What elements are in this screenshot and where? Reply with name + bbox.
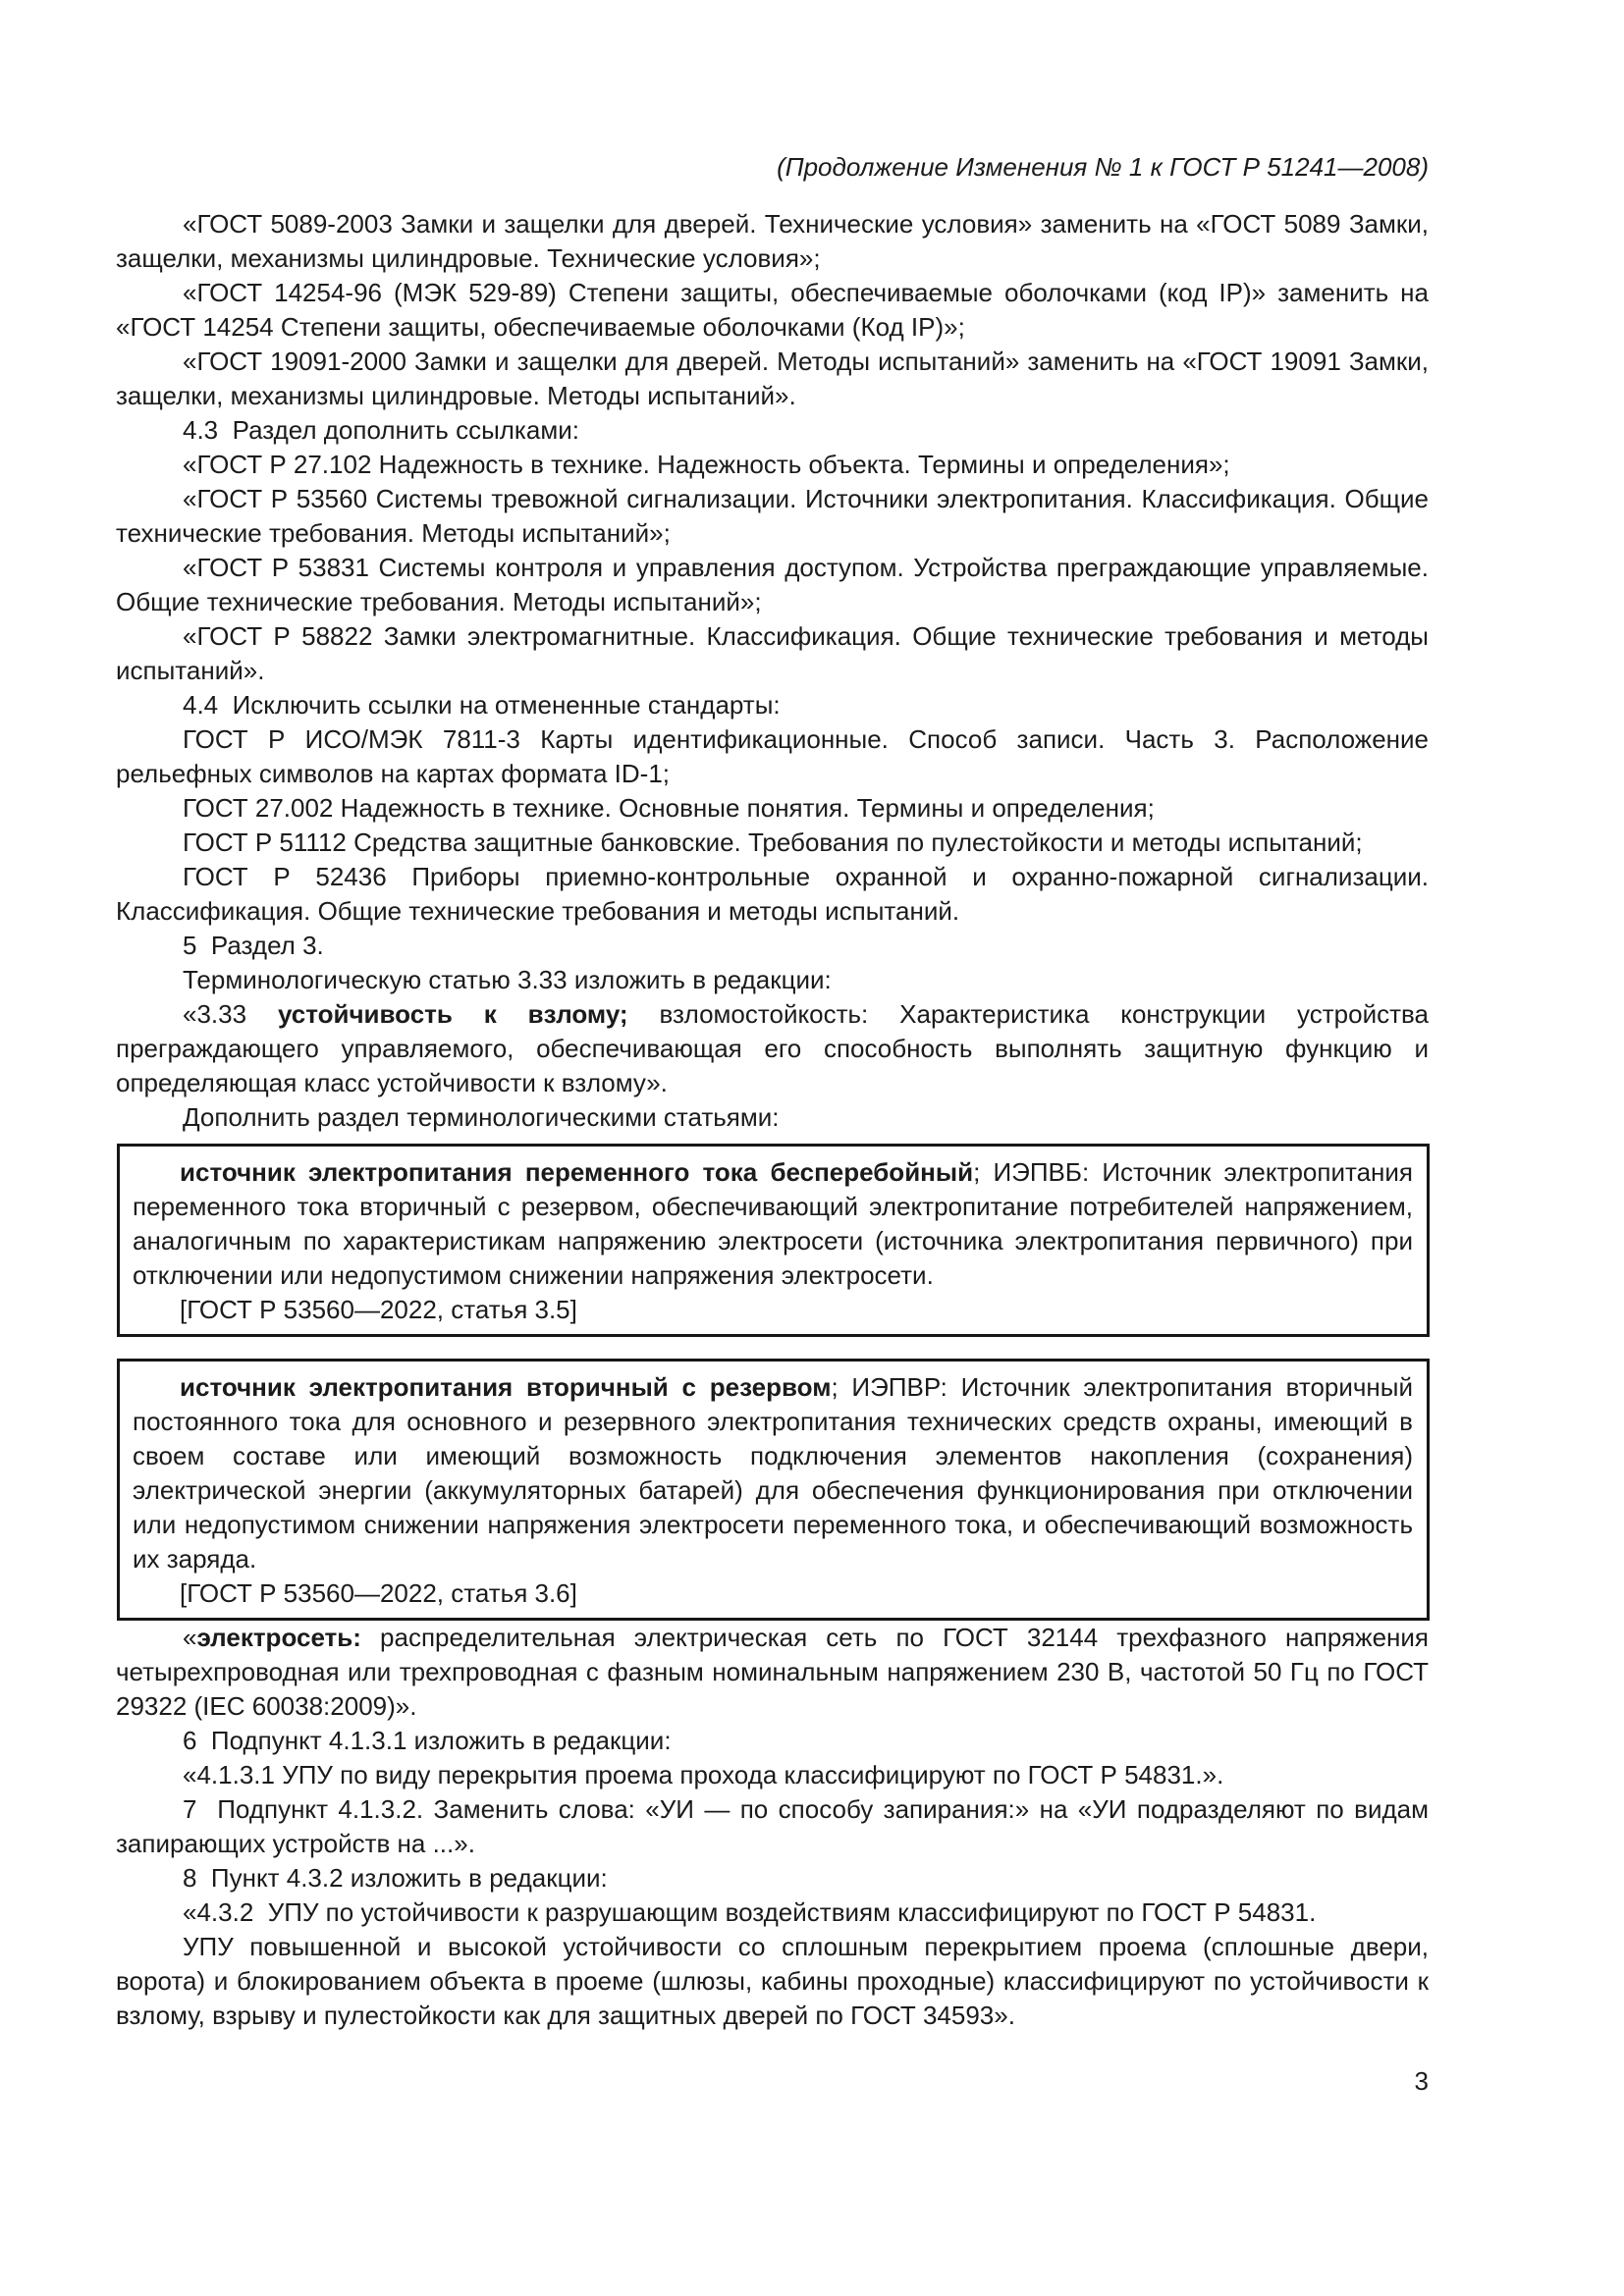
text-run: ГОСТ Р 52436 Приборы приемно-контрольные охранной и охранно-пожарной сигнализации. Классификация. Общие технические требования и методы испытаний. [116, 862, 1429, 926]
document-body [116, 207, 1429, 2033]
term-box-paragraph [133, 1155, 1413, 1293]
bold-term: источник электропитания переменного тока бесперебойный [180, 1157, 974, 1187]
paragraph-gost-r-58822 [116, 619, 1429, 688]
paragraph-gost-27-002 [116, 791, 1429, 826]
text-run: 4.3 Раздел дополнить ссылками: [183, 415, 579, 445]
text-run: 8 Пункт 4.3.2 изложить в редакции: [183, 1863, 608, 1893]
clause-7 [116, 1792, 1429, 1861]
paragraph-gost-14254 [116, 276, 1429, 345]
term-box-iepvr [117, 1359, 1430, 1621]
term-box-paragraph [133, 1576, 1413, 1611]
term-box-paragraph [133, 1293, 1413, 1327]
page-number: 3 [1414, 2066, 1429, 2096]
text-run: [ГОСТ Р 53560—2022, статья 3.5] [180, 1295, 577, 1324]
text-run: распределительная электрическая сеть по ГОСТ 32144 трехфазного напряжения четырехпроводная или трехпроводная с фазным номинальным напряжением 230 В, частотой 50 Гц по ГОСТ 29322 (IEC 60038:2009)». [116, 1623, 1429, 1721]
text-run: ; ИЭПВБ: Источник электропитания переменного тока вторичный с резервом, обеспечивающий электропитание потребителей напряжением, аналогичным по характеристикам напряжению электросети (источника электропитания первичного) при отключении или недопустимом снижении напряжения электросети. [133, 1157, 1413, 1290]
text-run: «ГОСТ 5089-2003 Замки и защелки для дверей. Технические условия» заменить на «ГОСТ 5089 Замки, защелки, механизмы цилиндровые. Технические условия»; [116, 209, 1429, 273]
clause-5 [116, 929, 1429, 963]
text-run: Дополнить раздел терминологическими статьями: [183, 1102, 780, 1132]
bold-term: источник электропитания вторичный с резервом [180, 1372, 832, 1402]
paragraph-gost-19091 [116, 345, 1429, 413]
text-run: «ГОСТ 14254-96 (МЭК 529-89) Степени защиты, обеспечиваемые оболочками (код IP)» заменить на «ГОСТ 14254 Степени защиты, обеспечиваемые оболочками (Код IP)»; [116, 278, 1429, 342]
paragraph-gost-5089 [116, 207, 1429, 276]
text-run: «3.33 [183, 999, 278, 1029]
text-run: ГОСТ Р 51112 Средства защитные банковские. Требования по пулестойкости и методы испытаний; [183, 828, 1363, 857]
term-box-paragraph [133, 1370, 1413, 1576]
text-run: 4.4 Исключить ссылки на отмененные стандарты: [183, 690, 781, 720]
clause-8 [116, 1861, 1429, 1896]
paragraph-gost-r-52436 [116, 860, 1429, 929]
paragraph-electroset [116, 1621, 1429, 1724]
bold-term: электросеть: [196, 1623, 361, 1652]
paragraph-add-terms-intro [116, 1100, 1429, 1135]
text-run: «ГОСТ Р 58822 Замки электромагнитные. Классификация. Общие технические требования и методы испытаний». [116, 621, 1429, 685]
text-run: 7 Подпункт 4.1.3.2. Заменить слова: «УИ — по способу запирания:» на «УИ подразделяют по видам запирающих устройств на ...». [116, 1794, 1429, 1858]
paragraph-gost-r-53560 [116, 482, 1429, 551]
paragraph-term-3-33 [116, 997, 1429, 1100]
text-run: «ГОСТ Р 27.102 Надежность в технике. Надежность объекта. Термины и определения»; [183, 450, 1230, 479]
bold-term: устойчивость к взлому; [277, 999, 628, 1029]
text-run: УПУ повышенной и высокой устойчивости со сплошным перекрытием проема (сплошные двери, ворота) и блокированием объекта в проеме (шлюзы, кабины проходные) классифицируют по устойчивости к взлому, взрыву и пулестойкости как для защитных дверей по ГОСТ 34593». [116, 1932, 1429, 2030]
paragraph-gost-r-iso-7811-3 [116, 722, 1429, 791]
paragraph-4-3-2 [116, 1896, 1429, 1930]
text-run: [ГОСТ Р 53560—2022, статья 3.6] [180, 1578, 577, 1608]
text-run: взломостойкость: Характеристика конструкции устройства преграждающего управляемого, обеспечивающая его способность выполнять защитную функцию и определяющая класс устойчивости к взлому». [116, 999, 1429, 1097]
text-run: Терминологическую статью 3.33 изложить в редакции: [183, 965, 832, 994]
clause-4-4 [116, 688, 1429, 722]
term-box-iepvb [117, 1144, 1430, 1337]
text-run: ; ИЭПВР: Источник электропитания вторичный постоянного тока для основного и резервного электропитания технических средств охраны, имеющий в своем составе или имеющий возможность подключения элементов накопления (сохранения) электрической энергии (аккумуляторных батарей) для обеспечения функционирования при отключении или недопустимом снижении напряжения электросети переменного тока, и обеспечивающий возможность их заряда. [133, 1372, 1413, 1574]
text-run: «ГОСТ Р 53831 Системы контроля и управления доступом. Устройства преграждающие управляемые. Общие технические требования. Методы испытаний»; [116, 553, 1429, 616]
paragraph-4-1-3-1 [116, 1758, 1429, 1792]
text-run: «ГОСТ 19091-2000 Замки и защелки для дверей. Методы испытаний» заменить на «ГОСТ 19091 Замки, защелки, механизмы цилиндровые. Методы испытаний». [116, 347, 1429, 410]
text-run: «ГОСТ Р 53560 Системы тревожной сигнализации. Источники электропитания. Классификация. Общие технические требования. Методы испытаний»; [116, 484, 1429, 548]
paragraph-gost-r-27-102 [116, 448, 1429, 482]
clause-4-3 [116, 413, 1429, 448]
text-run: ГОСТ Р ИСО/МЭК 7811-3 Карты идентификационные. Способ записи. Часть 3. Расположение рельефных символов на картах формата ID-1; [116, 724, 1429, 788]
text-run: «4.1.3.1 УПУ по виду перекрытия проема прохода классифицируют по ГОСТ Р 54831.». [183, 1760, 1224, 1789]
running-header: (Продолжение Изменения № 1 к ГОСТ Р 51241—2008) [777, 152, 1429, 182]
clause-6 [116, 1724, 1429, 1758]
text-run: 5 Раздел 3. [183, 931, 324, 960]
text-run: 6 Подпункт 4.1.3.1 изложить в редакции: [183, 1726, 672, 1755]
paragraph-term-3-33-intro [116, 963, 1429, 997]
paragraph-gost-r-51112 [116, 826, 1429, 860]
text-run: « [183, 1623, 197, 1652]
text-run: ГОСТ 27.002 Надежность в технике. Основные понятия. Термины и определения; [183, 793, 1155, 823]
paragraph-upu-resistance [116, 1930, 1429, 2033]
paragraph-gost-r-53831 [116, 551, 1429, 619]
text-run: «4.3.2 УПУ по устойчивости к разрушающим воздействиям классифицируют по ГОСТ Р 54831. [183, 1897, 1317, 1927]
